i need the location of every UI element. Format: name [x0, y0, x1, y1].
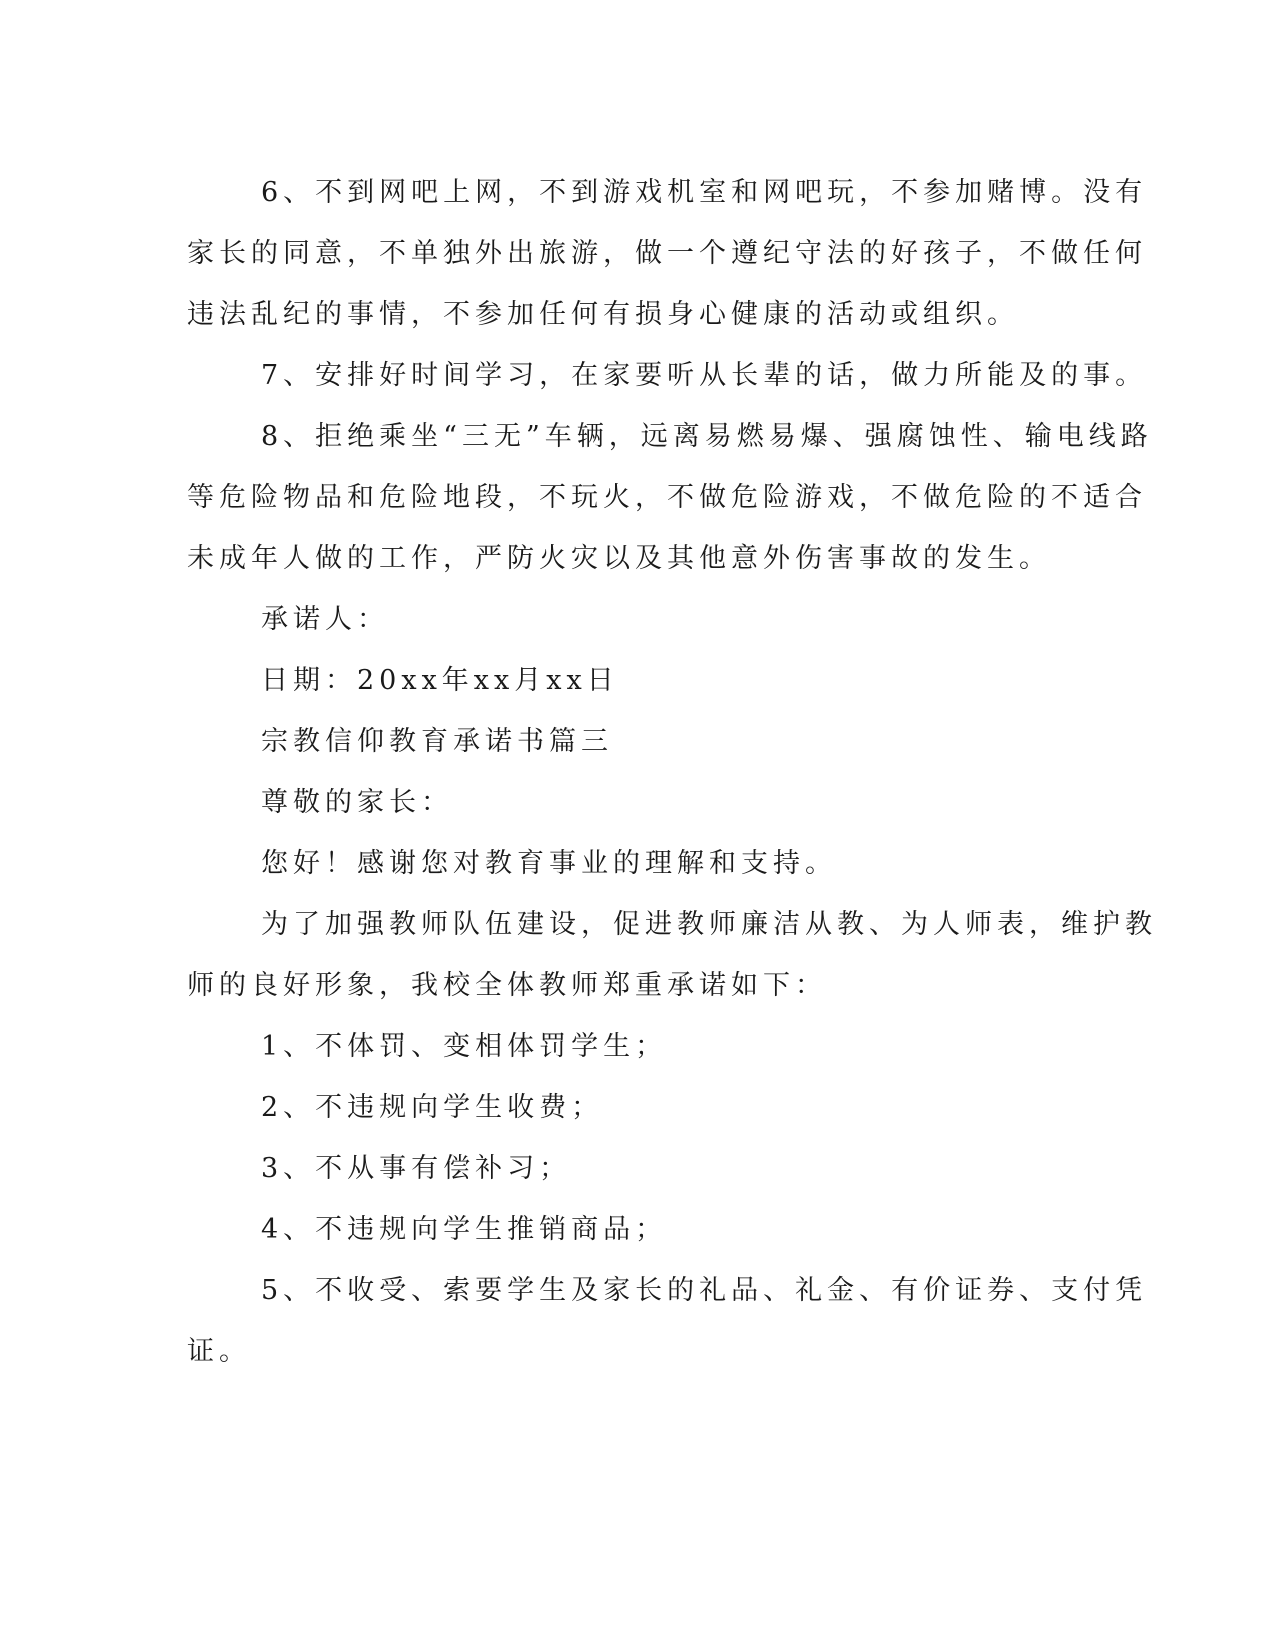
text-line: 7、安排好时间学习，在家要听从长辈的话，做力所能及的事。 — [261, 360, 1148, 391]
paragraph-item-8 — [187, 406, 1153, 589]
text-line: 证。 — [187, 1336, 251, 1367]
commitment-item-3 — [187, 1138, 1057, 1199]
commitment-item-5 — [187, 1260, 1148, 1382]
text-line: 5、不收受、索要学生及家长的礼品、礼金、有价证券、支付凭 — [261, 1275, 1148, 1306]
text-line: 6、不到网吧上网，不到游戏机室和网吧玩，不参加赌博。没有 — [261, 177, 1148, 208]
text-line: 日期：20xx年xx月xx日 — [261, 665, 619, 696]
document-body — [187, 162, 1157, 1382]
text-line: 3、不从事有偿补习； — [261, 1153, 572, 1184]
text-line: 为了加强教师队伍建设，促进教师廉洁从教、为人师表，维护教 — [261, 909, 1157, 940]
text-line: 您好！感谢您对教育事业的理解和支持。 — [261, 848, 837, 879]
text-line: 尊敬的家长： — [261, 787, 453, 818]
text-line: 违法乱纪的事情，不参加任何有损身心健康的活动或组织。 — [187, 299, 1019, 330]
paragraph-item-7 — [187, 345, 1148, 406]
text-line: 等危险物品和危险地段，不玩火，不做危险游戏，不做危险的不适合 — [187, 482, 1147, 513]
text-line: 未成年人做的工作，严防火灾以及其他意外伤害事故的发生。 — [187, 543, 1051, 574]
text-line: 师的良好形象，我校全体教师郑重承诺如下： — [187, 970, 827, 1001]
text-line: 2、不违规向学生收费； — [261, 1092, 604, 1123]
text-line: 4、不违规向学生推销商品； — [261, 1214, 668, 1245]
intro-paragraph — [187, 894, 1157, 1016]
text-line: 宗教信仰教育承诺书篇三 — [261, 726, 613, 757]
text-line: 承诺人： — [261, 604, 389, 635]
section-title — [187, 711, 1057, 772]
salutation — [187, 772, 1057, 833]
promiser-label — [187, 589, 1057, 650]
paragraph-item-6 — [187, 162, 1148, 345]
commitment-item-2 — [187, 1077, 1057, 1138]
commitment-item-1 — [187, 1016, 1057, 1077]
commitment-item-4 — [187, 1199, 1057, 1260]
greeting — [187, 833, 1057, 894]
text-line: 1、不体罚、变相体罚学生； — [261, 1031, 668, 1062]
date-line — [187, 650, 1057, 711]
text-line: 家长的同意，不单独外出旅游，做一个遵纪守法的好孩子，不做任何 — [187, 238, 1147, 269]
text-line: 8、拒绝乘坐“三无”车辆，远离易燃易爆、强腐蚀性、输电线路 — [261, 421, 1153, 452]
